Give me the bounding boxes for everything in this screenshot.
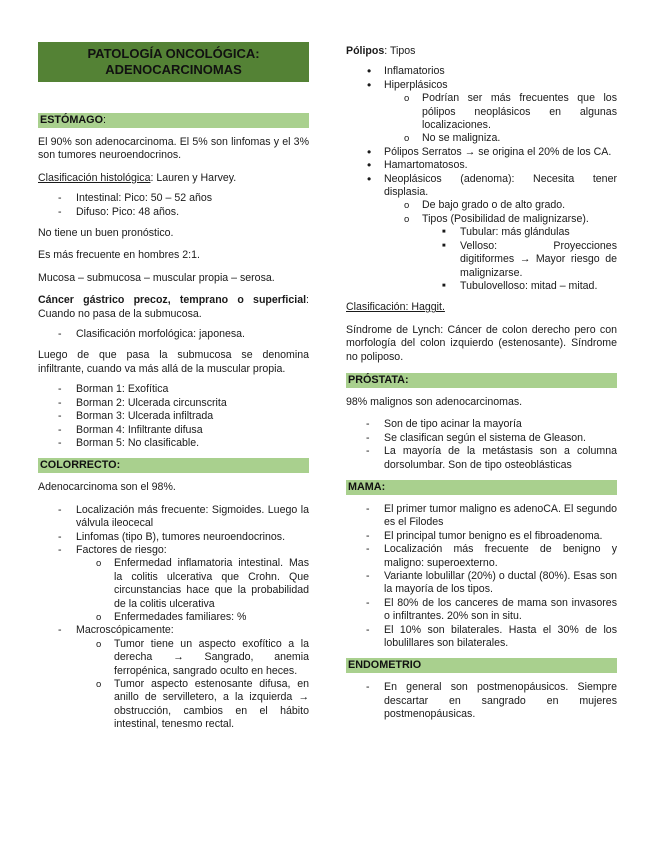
- list-item: ■ Velloso: Proyecciones digitiformes → Mayor riesgo de malignizarse.: [422, 240, 617, 280]
- polipos-label: Pólipos: [346, 45, 385, 57]
- list-item: o Tumor aspecto estenosante difusa, en anillo de servilletero, a la izquierda → obstrucción, cambios en el hábito intestinal, tenesmo rectal.: [76, 678, 309, 732]
- section-prostata: PRÓSTATA:: [346, 373, 617, 388]
- list-item: [38, 624, 309, 731]
- list-item: - Clasificación morfológica: japonesa.: [38, 328, 309, 341]
- list-item: o Tumor tiene un aspecto exofítico a la derecha → Sangrado, anemia ferropénica, sangrado oculto en heces.: [76, 638, 309, 678]
- prostata-p1: 98% malignos son adenocarcinomas.: [346, 395, 523, 408]
- polipos-list: [346, 65, 617, 293]
- cancer-precoz: [38, 294, 309, 321]
- list-item: - Borman 4: Infiltrante difusa: [38, 424, 309, 437]
- list-item: - El 10% son bilaterales. Hasta el 30% de los lobulillares son bilaterales.: [346, 624, 617, 651]
- polipos-label-rest: : Tipos: [384, 45, 416, 57]
- list-item: - El 80% de los canceres de mama son invasores o infiltrantes. 20% son in situ.: [346, 597, 617, 624]
- list-item-label: Hiperplásicos: [384, 78, 448, 91]
- tipos-sublist: [422, 226, 617, 293]
- macro-list: [76, 638, 309, 732]
- list-item: o Podrían ser más frecuentes que los pólipos neoplásicos en algunas localizaciones.: [384, 92, 617, 132]
- list-item: [38, 544, 309, 624]
- borman-list: [38, 383, 309, 450]
- list-item: ■ Tubular: más glándulas: [422, 226, 617, 239]
- cancer-list: [38, 328, 309, 341]
- list-item: - La mayoría de la metástasis son a columna dorsolumbar. Son de tipo osteoblásticas: [346, 445, 617, 472]
- endometrio-list: [346, 681, 617, 721]
- section-estomago-label: ESTÓMAGO: [40, 114, 103, 126]
- clasif-label: Clasificación histológica: [38, 171, 151, 184]
- list-item: • Pólipos Serratos → se origina el 20% de los CA.: [346, 146, 617, 159]
- list-item-label: Tipos (Posibilidad de malignizarse).: [422, 212, 589, 225]
- list-item-label: Factores de riesgo:: [76, 543, 167, 556]
- list-item: - Variante lobulillar (20%) o ductal (80%). Esas son la mayoría de los tipos.: [346, 570, 617, 597]
- list-item: - Borman 5: No clasificable.: [38, 437, 309, 450]
- list-item: - El primer tumor maligno es adenoCA. El segundo es el Filodes: [346, 503, 617, 530]
- list-item: - Borman 3: Ulcerada infiltrada: [38, 410, 309, 423]
- clasif-rest: : Lauren y Harvey.: [150, 171, 237, 184]
- list-item: - Borman 1: Exofítica: [38, 383, 309, 396]
- colorrecto-list: [38, 504, 309, 732]
- list-item: - Son de tipo acinar la mayoría: [346, 418, 617, 431]
- section-estomago-colon: :: [102, 114, 106, 126]
- list-item: - Localización más frecuente: Sigmoides. Luego la válvula ileocecal: [38, 504, 309, 531]
- list-item: - Borman 2: Ulcerada circunscrita: [38, 397, 309, 410]
- list-item-label: Macroscópicamente:: [76, 624, 174, 637]
- list-item: [346, 79, 617, 146]
- list-item: - Se clasifican según el sistema de Gleason.: [346, 432, 617, 445]
- list-item: - El principal tumor benigno es el fibroadenoma.: [346, 530, 617, 543]
- list-item: - Intestinal: Pico: 50 – 52 años: [38, 192, 309, 205]
- estomago-p1: El 90% son adenocarcinoma. El 5% son linfomas y el 3% son tumores neuroendocrinos.: [38, 136, 309, 162]
- cancer-precoz-label: Cáncer gástrico precoz, temprano o superficial: [38, 294, 307, 307]
- list-item: - En general son postmenopáusicos. Siempre descartar en sangrado en mujeres postmenopáusicas.: [346, 681, 617, 721]
- haggit-classification: Clasificación: Haggit.: [346, 301, 445, 314]
- list-item-label: Neoplásicos (adenoma): Necesita tener displasia.: [384, 172, 617, 199]
- section-colorrecto: COLORRECTO:: [38, 458, 309, 473]
- riesgo-list: [76, 557, 309, 624]
- list-item: - Linfomas (tipo B), tumores neuroendocrinos.: [38, 531, 309, 544]
- section-endometrio: ENDOMETRIO: [346, 658, 617, 673]
- estomago-p4: Mucosa – submucosa – muscular propia – serosa.: [38, 271, 275, 284]
- prostata-list: [346, 418, 617, 472]
- estomago-p5: Luego de que pasa la submucosa se denomina infiltrante, cuando va más allá de la muscular propia.: [38, 349, 309, 375]
- lynch-syndrome: Síndrome de Lynch: Cáncer de colon derecho pero con morfología del colon izquierdo (estenosante). Síndrome no poliposo.: [346, 323, 617, 363]
- list-item: - Difuso: Pico: 48 años.: [38, 206, 309, 219]
- list-item: o Enfermedades familiares: %: [76, 611, 309, 624]
- list-item: o Enfermedad inflamatoria intestinal. Mas la colitis ulcerativa que Crohn. Que circunstancias hace que la probabilidad de la colitis ulcerativa: [76, 557, 309, 611]
- clasif-list: [38, 192, 309, 219]
- title-line-2: ADENOCARCINOMAS: [105, 62, 242, 77]
- polipos-title: [346, 45, 617, 58]
- estomago-p3: Es más frecuente en hombres 2:1.: [38, 249, 200, 262]
- list-item: • Inflamatorios: [346, 65, 617, 78]
- estomago-p2: No tiene un buen pronóstico.: [38, 227, 174, 240]
- estomago-clasificacion: [38, 172, 309, 185]
- list-item: • Hamartomatosos.: [346, 159, 617, 172]
- left-column: [38, 42, 309, 740]
- list-item: o No se maligniza.: [384, 132, 617, 145]
- colorrecto-p1: Adenocarcinoma son el 98%.: [38, 481, 176, 494]
- hiper-sublist: [384, 92, 617, 146]
- list-item: ■ Tubulovelloso: mitad – mitad.: [422, 280, 617, 293]
- list-item: o De bajo grado o de alto grado.: [384, 199, 617, 212]
- title-line-1: PATOLOGÍA ONCOLÓGICA:: [87, 46, 260, 61]
- section-mama: MAMA:: [346, 480, 617, 495]
- list-item: [384, 213, 617, 293]
- list-item: - Localización más frecuente de benigno y maligno: superoexterno.: [346, 543, 617, 570]
- right-column: [346, 45, 617, 730]
- neo-sublist: [384, 199, 617, 293]
- mama-list: [346, 503, 617, 650]
- list-item: [346, 173, 617, 294]
- page-title: [38, 42, 309, 82]
- cancer-precoz-rest: : Cuando no pasa de la submucosa.: [38, 294, 309, 320]
- section-estomago: [38, 113, 309, 128]
